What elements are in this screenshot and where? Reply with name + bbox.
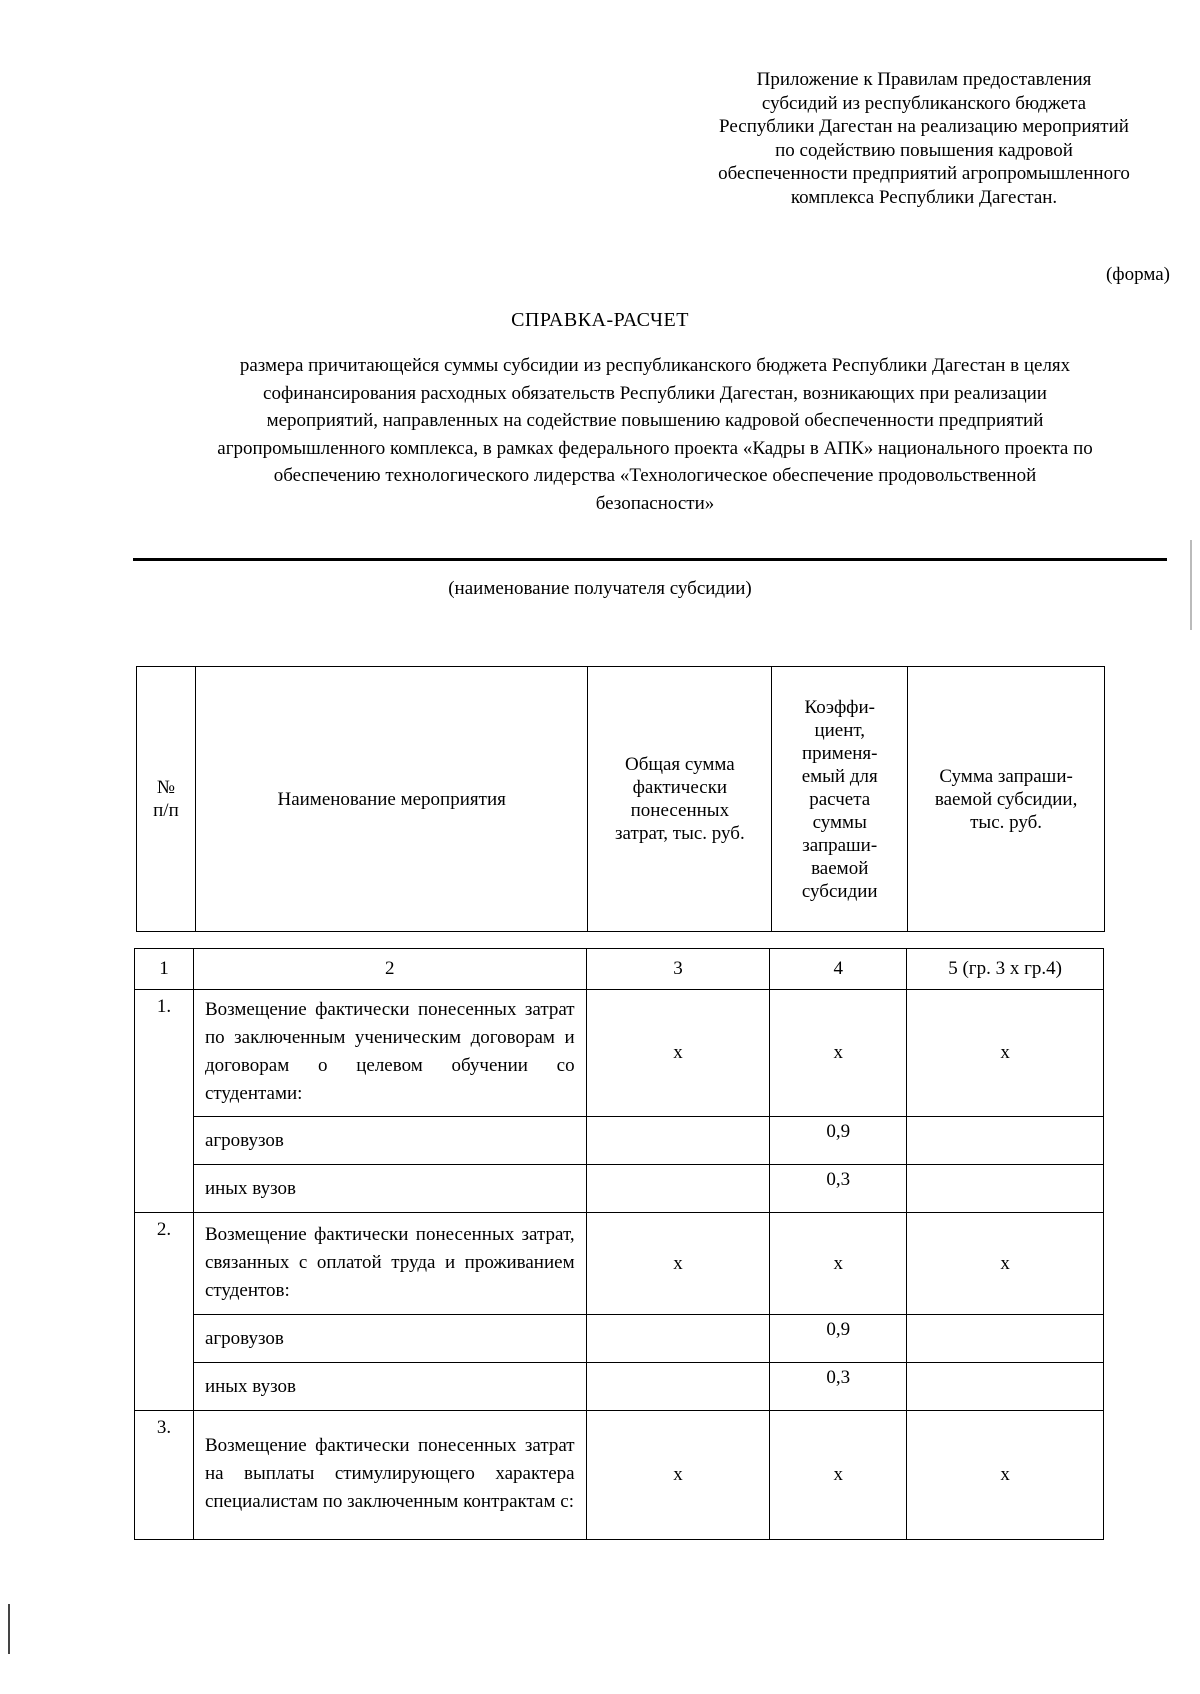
table-row	[135, 1363, 1104, 1411]
header-text: Общая сумма	[624, 754, 735, 775]
header-text: затрат, тыс. руб.	[615, 823, 745, 844]
subtitle-line: обеспечению технологического лидерства «Технологическое обеспечение продовольственной	[273, 465, 1037, 486]
subtitle-line: софинансирования расходных обязательств Республики Дагестан, возникающих при реализации	[263, 382, 1047, 404]
header-text: применя-	[801, 742, 878, 764]
coefficient-cell: x	[770, 990, 907, 1117]
header-text: емый для	[801, 765, 878, 787]
appendix-line: комплекса Республики Дагестан.	[790, 186, 1058, 208]
row-number: 1.	[135, 990, 194, 1213]
total-costs-cell	[586, 1363, 770, 1411]
header-subsidy-amount	[908, 667, 1105, 932]
coefficient-cell: 0,3	[770, 1165, 907, 1213]
appendix-line: субсидий из республиканского бюджета	[761, 92, 1087, 114]
header-text: Сумма запраши-	[939, 765, 1073, 787]
subsidy-amount-cell	[907, 1117, 1104, 1165]
header-text: п/п	[153, 800, 179, 821]
document-subtitle	[130, 352, 1180, 517]
column-number: 1	[135, 949, 194, 990]
coefficient-cell: x	[770, 1213, 907, 1315]
table-header	[136, 666, 1105, 932]
coefficient-cell: x	[770, 1411, 907, 1540]
total-costs-cell: x	[586, 1411, 770, 1540]
total-costs-cell	[586, 1117, 770, 1165]
recipient-name-line	[133, 558, 1167, 561]
scan-artifact	[8, 1604, 10, 1654]
row-description: Возмещение фактически понесенных затрат по заключенным ученическим договорам и договорам о целевом обучении со студентами:	[193, 990, 586, 1117]
table-body	[134, 948, 1104, 1540]
subsidy-amount-cell	[907, 1315, 1104, 1363]
document-title: СПРАВКА-РАСЧЕТ	[511, 309, 689, 331]
table-row	[135, 990, 1104, 1117]
header-text: понесенных	[630, 800, 730, 821]
header-text: Коэффи-	[804, 696, 875, 718]
header-number	[137, 667, 196, 932]
coefficient-cell: 0,9	[770, 1315, 907, 1363]
header-text: циент,	[814, 719, 865, 741]
header-text: ваемой субсидии,	[934, 788, 1078, 810]
total-costs-cell	[586, 1315, 770, 1363]
header-total-costs	[588, 667, 772, 932]
column-number: 3	[586, 949, 770, 990]
header-text: субсидии	[801, 880, 878, 902]
header-text: суммы	[812, 811, 867, 833]
appendix-line: Приложение к Правилам предоставления	[756, 69, 1092, 90]
subsidy-amount-cell: x	[907, 990, 1104, 1117]
appendix-line: по содействию повышения кадровой	[775, 139, 1073, 161]
header-text: фактически	[632, 777, 728, 798]
header-text: тыс. руб.	[970, 811, 1043, 833]
subsidy-amount-cell: x	[907, 1411, 1104, 1540]
row-description: Возмещение фактически понесенных затрат на выплаты стимулирующего характера специалистам по заключенным контрактам с:	[193, 1411, 586, 1540]
subtitle-line: размера причитающейся суммы субсидии из республиканского бюджета Республики Дагестан в целях	[239, 355, 1071, 376]
subtitle-line: мероприятий, направленных на содействие повышению кадровой обеспеченности предприятий	[266, 410, 1044, 431]
subtitle-line: агропромышленного комплекса, в рамках федерального проекта «Кадры в АПК» национального проекта по	[217, 437, 1093, 459]
appendix-line: Республики Дагестан на реализацию мероприятий	[719, 116, 1129, 137]
subsidy-amount-cell: x	[907, 1213, 1104, 1315]
table-row	[135, 1411, 1104, 1540]
table-row	[135, 1117, 1104, 1165]
header-coefficient	[772, 667, 908, 932]
subsidy-amount-cell	[907, 1165, 1104, 1213]
appendix-reference	[672, 68, 1176, 209]
appendix-line: обеспеченности предприятий агропромышленного	[718, 163, 1130, 184]
row-number: 3.	[135, 1411, 194, 1540]
total-costs-cell	[586, 1165, 770, 1213]
header-event-name: Наименование мероприятия	[195, 667, 588, 932]
column-number: 5 (гр. 3 x гр.4)	[907, 949, 1104, 990]
header-text: запраши-	[802, 834, 878, 856]
total-costs-cell: x	[586, 1213, 770, 1315]
header-text: расчета	[809, 788, 871, 810]
line-name: агровузов	[193, 1117, 586, 1165]
coefficient-cell: 0,9	[770, 1117, 907, 1165]
column-number: 4	[770, 949, 907, 990]
row-description: Возмещение фактически понесенных затрат, связанных с оплатой труда и проживанием студентов:	[193, 1213, 586, 1315]
total-costs-cell: x	[586, 990, 770, 1117]
header-text: №	[156, 777, 176, 798]
table-row	[135, 1213, 1104, 1315]
table-row	[135, 1315, 1104, 1363]
subsidy-amount-cell	[907, 1363, 1104, 1411]
header-text: ваемой	[811, 857, 869, 879]
line-name: агровузов	[193, 1315, 586, 1363]
recipient-caption: (наименование получателя субсидии)	[448, 578, 752, 599]
subtitle-line: безопасности»	[595, 492, 715, 514]
line-name: иных вузов	[193, 1363, 586, 1411]
table-row	[135, 1165, 1104, 1213]
scan-artifact	[1190, 540, 1192, 630]
coefficient-cell: 0,3	[770, 1363, 907, 1411]
form-label: (форма)	[1105, 264, 1170, 285]
row-number: 2.	[135, 1213, 194, 1411]
column-numbers-row	[135, 949, 1104, 990]
line-name: иных вузов	[193, 1165, 586, 1213]
column-number: 2	[193, 949, 586, 990]
